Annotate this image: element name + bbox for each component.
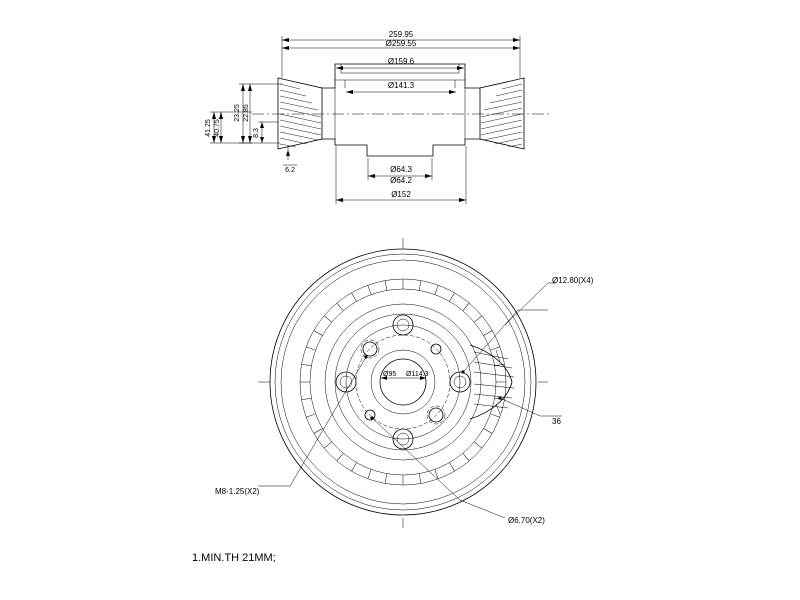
- friction-ring-right-section: [480, 78, 524, 149]
- dim-hat-inner-diameter: [346, 81, 456, 94]
- dim-label-6-2: 6.2: [285, 167, 295, 174]
- dim-label-64-2: Ø64.2: [390, 176, 412, 185]
- dim-label-8-3: 8.3: [253, 128, 260, 138]
- dim-label-259-55: Ø259.55: [385, 39, 417, 48]
- dim-label-6-70: Ø6.70(X2): [508, 516, 545, 525]
- dim-label-95: Ø95: [383, 371, 397, 378]
- dim-label-12-80: Ø12.80(X4): [552, 276, 594, 285]
- friction-ring-left-section: [278, 78, 322, 149]
- dim-label-22-85: 22.85: [243, 104, 250, 122]
- note-min-thickness: 1.MIN.TH 21MM;: [192, 552, 276, 564]
- dim-pilot-bore: [368, 158, 432, 185]
- dim-friction-ring-inner: [336, 146, 466, 204]
- dim-label-114-3: Ø114.3: [406, 371, 429, 378]
- dim-label-141-3: Ø141.3: [387, 81, 415, 90]
- dim-pilot-step: [283, 146, 297, 174]
- dim-flange-thickness: [253, 122, 278, 143]
- dim-label-36: 36: [552, 417, 561, 426]
- section-view: [205, 30, 552, 204]
- hat-profile-section: [322, 64, 480, 156]
- dim-label-23-25: 23.25: [234, 104, 241, 122]
- dim-outer-diameter: [282, 30, 520, 78]
- front-view: [215, 238, 594, 528]
- dim-label-259-95: 259.95: [388, 30, 414, 39]
- dim-label-64-3: Ø64.3: [390, 165, 412, 174]
- dim-label-152: Ø152: [391, 190, 411, 199]
- dim-label-m8: M8-1.25(X2): [215, 487, 260, 496]
- dim-label-41-25: 41.25: [205, 119, 212, 137]
- dim-label-40-75: 40.75: [214, 119, 221, 137]
- dim-hat-outer-diameter: [336, 57, 464, 70]
- dim-label-159-6: Ø159.6: [387, 57, 415, 66]
